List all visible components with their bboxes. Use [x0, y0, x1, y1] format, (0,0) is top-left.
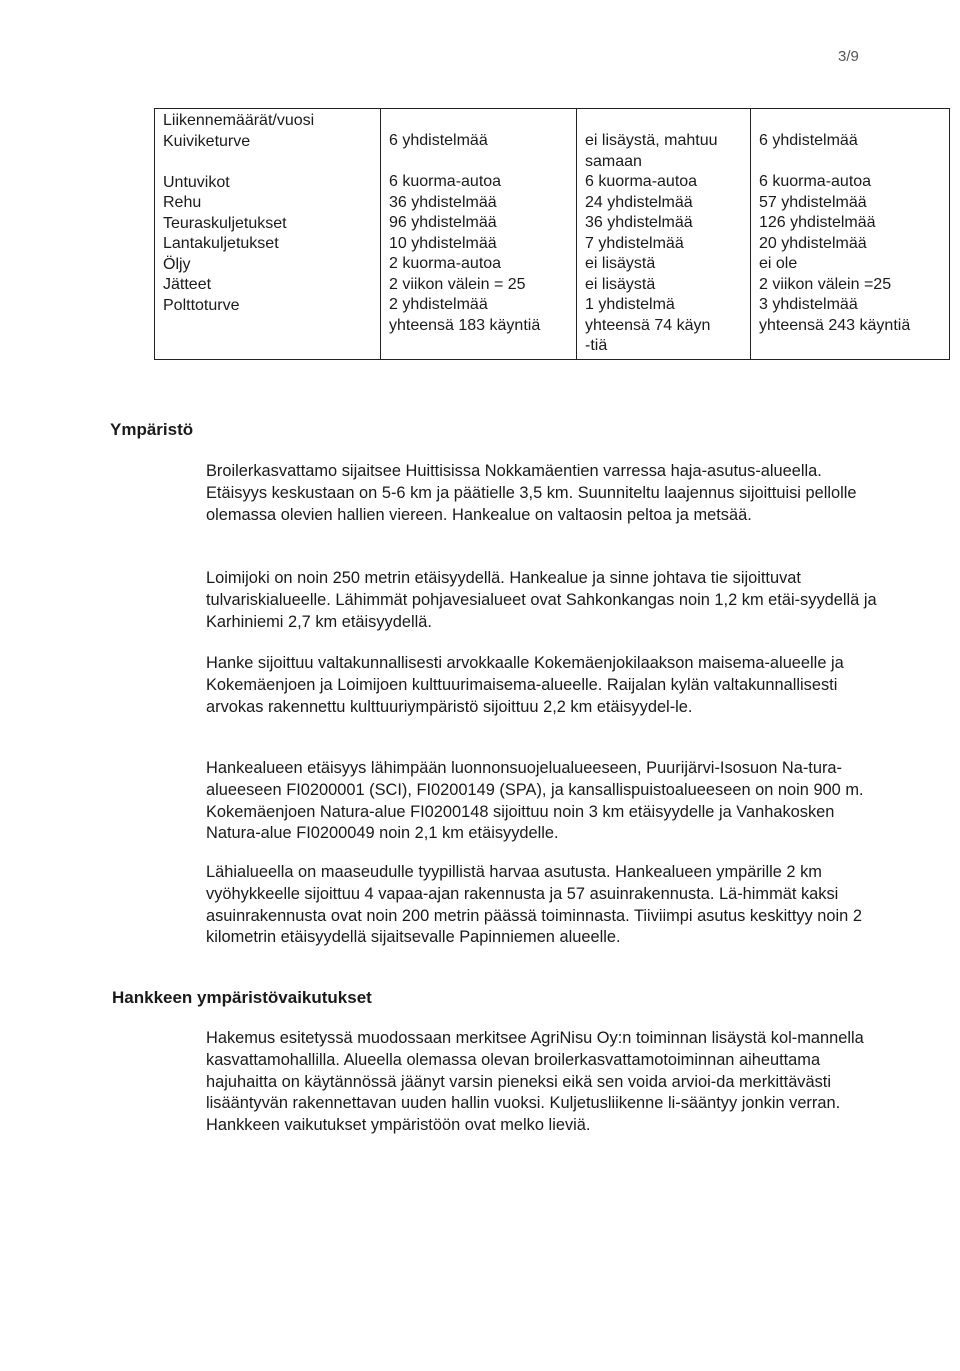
table-cell: 3 yhdistelmää: [759, 296, 858, 313]
section-heading-impacts: Hankkeen ympäristövaikutukset: [112, 988, 372, 1007]
table-cell: 10 yhdistelmää: [389, 234, 497, 252]
table-row-label: Lantakuljetukset: [163, 235, 279, 252]
table-cell: 20 yhdistelmää: [759, 234, 867, 252]
table-cell: 2 viikon välein = 25: [389, 275, 526, 293]
table-column-total: [750, 109, 951, 359]
table-cell: ei ole: [759, 255, 798, 272]
table-cell: ei lisäystä, mahtuu samaan: [585, 132, 718, 170]
table-cell: 126 yhdistelmää: [759, 214, 876, 231]
table-cell-total: yhteensä 183 käyntiä: [389, 316, 541, 334]
paragraph-natura: Hankealueen etäisyys lähimpään luonnonsuojelualueeseen, Puurijärvi-Isosuon Na-tura-alueeseen FI0200001 (SCI), FI0200149 (SPA), ja kansallispuistoalueeseen on noin 900 m. Kokemäenjoen Natura-alue FI0200148 sijoittuu noin 3 km etäisyydelle ja Vanhakosken Natura-alue FI0200049 noin 2,1 km etäisyydelle.: [206, 759, 864, 843]
table-cell: 6 yhdistelmää: [759, 132, 858, 149]
table-cell: 24 yhdistelmää: [585, 193, 693, 211]
table-row-label: Kuiviketurve: [163, 132, 251, 150]
table-cell: ei lisäystä: [585, 255, 656, 272]
table-cell: ei lisäystä: [585, 275, 656, 293]
table-column-current: [380, 109, 576, 359]
paragraph-impacts: Hakemus esitetyssä muodossaan merkitsee AgriNisu Oy:n toiminnan lisäystä kol-mannella kasvattamohallilla. Alueella olemassa olevan broilerkasvattamotoiminnan aiheuttama hajuhaitta on käytännössä jäänyt varsin pieneksi eikä sen voida arvioi-da merkittävästi lisääntyvän rakennettavan uuden hallin vuoksi. Kuljetusliikenne li-sääntyy jonkin verran. Hankkeen vaikutukset ympäristöön ovat melko lieviä.: [206, 1029, 864, 1135]
page-number: 3/9: [838, 48, 859, 65]
table-row-label: Polttoturve: [163, 296, 240, 314]
table-cell: 2 yhdistelmää: [389, 296, 488, 313]
table-row-label-spacer: [163, 152, 380, 173]
paragraph-location: Broilerkasvattamo sijaitsee Huittisissa Nokkamäentien varressa haja-asutus-alueella. Etäisyys keskustaan on 5-6 km ja päätielle 3,5 km. Suunniteltu laajennus sijoittuisi pellolle olemassa olevien hallien viereen. Hankealue on valtaosin peltoa ja metsää.: [206, 462, 857, 524]
table-row-label: Rehu: [163, 194, 202, 211]
table-row-label: Öljy: [163, 255, 191, 273]
table-cell: 6 kuorma-autoa: [759, 173, 872, 190]
paragraph-landscape: Hanke sijoittuu valtakunnallisesti arvokkaalle Kokemäenjokilaakson maisema-alueelle ja Kokemäenjoen ja Loimijoen kulttuurimaisema-alueelle. Raijalan kylän valtakunnallisesti arvokas rakennettu kulttuuriympäristö sijoittuu 2,2 km etäisyydel-le.: [206, 654, 844, 716]
table-row-label: Liikennemäärät/vuosi: [163, 112, 315, 129]
table-cell: 36 yhdistelmää: [389, 193, 497, 211]
table-cell: 6 yhdistelmää: [389, 132, 488, 149]
table-cell-total: yhteensä 74 käyn-tiä: [585, 316, 711, 354]
table-cell: 7 yhdistelmää: [585, 234, 684, 252]
table-cell: 6 kuorma-autoa: [585, 173, 698, 190]
traffic-volume-table: [154, 108, 950, 360]
table-column-increase: [576, 109, 750, 359]
paragraph-settlement: Lähialueella on maaseudulle tyypillistä harvaa asutusta. Hankealueen ympärille 2 km vyöhykkeelle sijoittuu 4 vapaa-ajan rakennusta ja 57 asuinrakennusta. Lä-himmät kaksi asuinrakennusta ovat noin 200 metrin päässä toiminnasta. Tiiviimpi asutus keskittyy noin 2 kilometrin etäisyydellä sijaitsevalle Papinniemen alueelle.: [206, 863, 862, 947]
table-cell: 2 viikon välein =25: [759, 275, 892, 293]
table-cell: 6 kuorma-autoa: [389, 173, 502, 190]
table-row-label: Teuraskuljetukset: [163, 214, 287, 232]
table-cell: 96 yhdistelmää: [389, 214, 497, 231]
table-row-label: Jätteet: [163, 276, 212, 293]
section-heading-environment: Ympäristö: [110, 420, 194, 439]
table-row-labels-column: [155, 109, 380, 359]
paragraph-groundwater: Loimijoki on noin 250 metrin etäisyydellä. Hankealue ja sinne johtava tie sijoittuvat tulvariskialueelle. Lähimmät pohjavesialueet ovat Sahkonkangas noin 1,2 km etäi-syydellä ja Karhiniemi 2,7 km etäisyydellä.: [206, 569, 877, 631]
table-cell: 57 yhdistelmää: [759, 193, 867, 211]
table-cell: 36 yhdistelmää: [585, 214, 693, 231]
table-cell-total: yhteensä 243 käyntiä: [759, 316, 911, 334]
table-row-label: Untuvikot: [163, 173, 230, 191]
table-cell: 2 kuorma-autoa: [389, 255, 502, 272]
table-cell: 1 yhdistelmä: [585, 296, 675, 313]
